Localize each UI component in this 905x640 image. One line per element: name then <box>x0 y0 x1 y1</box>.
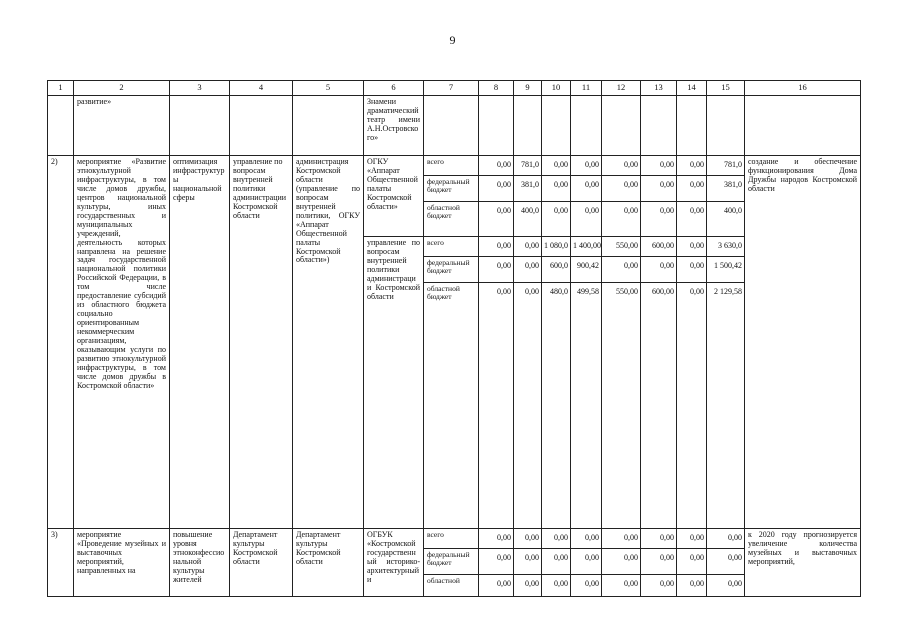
amount-cell: 0,00 <box>677 237 707 257</box>
amount-cell: 0,00 <box>479 283 514 529</box>
amount-cell: 0,00 <box>479 176 514 202</box>
funding-source: всего <box>424 156 479 176</box>
amount-cell: 3 630,0 <box>707 237 745 257</box>
amount-cell: 0,00 <box>677 156 707 176</box>
column-number-8: 8 <box>479 81 514 96</box>
amount-cell: 381,0 <box>514 176 542 202</box>
column-number-4: 4 <box>230 81 293 96</box>
amount-cell: 781,0 <box>514 156 542 176</box>
expected-result: к 2020 году прогнозируется увеличение количества музейных и выставочных мероприятий, <box>745 529 861 597</box>
column-number-15: 15 <box>707 81 745 96</box>
amount-cell: 1 080,0 <box>542 237 571 257</box>
amount-cell: 0,00 <box>602 549 641 575</box>
amount-cell: 0,00 <box>707 575 745 597</box>
cont-measure-cell: развитие» <box>74 96 170 156</box>
amount-cell: 0,00 <box>479 529 514 549</box>
amount-cell: 0,00 <box>479 549 514 575</box>
column-number-row <box>48 81 861 96</box>
amount-cell: 0,00 <box>514 283 542 529</box>
amount-cell: 0,00 <box>677 575 707 597</box>
amount-cell: 480,0 <box>542 283 571 529</box>
amount-cell: 0,00 <box>479 202 514 237</box>
measure-name: мероприятие «Проведение музейных и выставочных мероприятий, направленных на <box>74 529 170 597</box>
amount-cell: 0,00 <box>571 575 602 597</box>
amount-cell: 0,00 <box>707 549 745 575</box>
amount-cell: 0,00 <box>602 529 641 549</box>
measure-goal: оптимизация инфраструктуры национальной сферы <box>170 156 230 529</box>
measure-number: 2) <box>48 156 74 529</box>
budget-table <box>47 80 861 597</box>
cont-executor-cell: Знамени драматический театр имени А.Н.Островского» <box>364 96 424 156</box>
amount-cell: 0,00 <box>677 529 707 549</box>
funding-source: федеральный бюджет <box>424 549 479 575</box>
column-number-1: 1 <box>48 81 74 96</box>
amount-cell: 0,00 <box>677 202 707 237</box>
column-number-9: 9 <box>514 81 542 96</box>
amount-cell: 600,00 <box>641 283 677 529</box>
measure-participants: Департамент культуры Костромской области <box>293 529 364 597</box>
table-row <box>48 529 861 549</box>
column-number-6: 6 <box>364 81 424 96</box>
amount-cell: 0,00 <box>602 257 641 283</box>
amount-cell: 0,00 <box>514 237 542 257</box>
executor-cell: ОГКУ «Аппарат Общественной палаты Костромской области» <box>364 156 424 237</box>
table-row-continuation <box>48 96 861 156</box>
funding-source: федеральный бюджет <box>424 176 479 202</box>
amount-cell: 0,00 <box>641 549 677 575</box>
amount-cell: 381,0 <box>707 176 745 202</box>
funding-source: федеральный бюджет <box>424 257 479 283</box>
amount-cell: 0,00 <box>514 529 542 549</box>
amount-cell: 550,00 <box>602 283 641 529</box>
amount-cell: 0,00 <box>479 237 514 257</box>
funding-source: областной бюджет <box>424 283 479 529</box>
amount-cell: 0,00 <box>542 549 571 575</box>
amount-cell: 0,00 <box>542 176 571 202</box>
amount-cell: 0,00 <box>641 156 677 176</box>
amount-cell: 2 129,58 <box>707 283 745 529</box>
amount-cell: 900,42 <box>571 257 602 283</box>
column-number-12: 12 <box>602 81 641 96</box>
amount-cell: 0,00 <box>677 257 707 283</box>
amount-cell: 0,00 <box>641 529 677 549</box>
amount-cell: 781,0 <box>707 156 745 176</box>
funding-source: всего <box>424 529 479 549</box>
amount-cell: 0,00 <box>641 575 677 597</box>
amount-cell: 0,00 <box>602 575 641 597</box>
amount-cell: 0,00 <box>479 575 514 597</box>
executor-cell: управление по вопросам внутренней политики администрации Костромской области <box>364 237 424 529</box>
amount-cell: 0,00 <box>677 176 707 202</box>
amount-cell: 1 500,42 <box>707 257 745 283</box>
column-number-2: 2 <box>74 81 170 96</box>
amount-cell: 0,00 <box>677 283 707 529</box>
amount-cell: 0,00 <box>571 176 602 202</box>
amount-cell: 0,00 <box>514 575 542 597</box>
measure-goal: повышение уровня этноконфессиональной культуры жителей <box>170 529 230 597</box>
measure-responsible: управление по вопросам внутренней политики администрации Костромской области <box>230 156 293 529</box>
amount-cell: 0,00 <box>602 202 641 237</box>
amount-cell: 1 400,00 <box>571 237 602 257</box>
column-number-13: 13 <box>641 81 677 96</box>
amount-cell: 0,00 <box>677 549 707 575</box>
amount-cell: 0,00 <box>514 549 542 575</box>
expected-result: создание и обеспечение функционирования Дома Дружбы народов Костромской области <box>745 156 861 529</box>
amount-cell: 600,0 <box>542 257 571 283</box>
amount-cell: 0,00 <box>542 575 571 597</box>
funding-source: всего <box>424 237 479 257</box>
column-number-10: 10 <box>542 81 571 96</box>
amount-cell: 499,58 <box>571 283 602 529</box>
column-number-14: 14 <box>677 81 707 96</box>
column-number-16: 16 <box>745 81 861 96</box>
column-number-3: 3 <box>170 81 230 96</box>
measure-number: 3) <box>48 529 74 597</box>
funding-source: областной <box>424 575 479 597</box>
amount-cell: 400,0 <box>514 202 542 237</box>
amount-cell: 0,00 <box>641 202 677 237</box>
amount-cell: 0,00 <box>641 176 677 202</box>
amount-cell: 0,00 <box>571 549 602 575</box>
column-number-7: 7 <box>424 81 479 96</box>
amount-cell: 0,00 <box>542 156 571 176</box>
measure-participants: администрация Костромской области (управление по вопросам внутренней политики, ОГКУ «Аппарат Общественной палаты Костромской области») <box>293 156 364 529</box>
column-number-11: 11 <box>571 81 602 96</box>
amount-cell: 0,00 <box>542 529 571 549</box>
amount-cell: 0,00 <box>641 257 677 283</box>
measure-name: мероприятие «Развитие этнокультурной инфраструктуры, в том числе домов дружбы, центров национальной культуры, иных государственных и муниципальных учреждений, деятельность которых направлена на решение задач государственной национальной политики Российской Федерации, в том числе предоставление субсидий из областного бюджета социально ориентированным некоммерческим организациям, оказывающим услуги по развитию этнокультурной инфраструктуры, в том числе домов дружбы в Костромской области» <box>74 156 170 529</box>
amount-cell: 0,00 <box>602 156 641 176</box>
amount-cell: 600,00 <box>641 237 677 257</box>
amount-cell: 0,00 <box>479 156 514 176</box>
amount-cell: 0,00 <box>514 257 542 283</box>
table-row <box>48 156 861 176</box>
amount-cell: 0,00 <box>571 202 602 237</box>
amount-cell: 0,00 <box>542 202 571 237</box>
page-number: 9 <box>449 33 456 47</box>
amount-cell: 0,00 <box>571 529 602 549</box>
amount-cell: 400,0 <box>707 202 745 237</box>
amount-cell: 0,00 <box>479 257 514 283</box>
measure-responsible: Департамент культуры Костромской области <box>230 529 293 597</box>
executor-cell: ОГБУК «Костромской государственный историко-архитектурный и <box>364 529 424 597</box>
amount-cell: 0,00 <box>707 529 745 549</box>
column-number-5: 5 <box>293 81 364 96</box>
amount-cell: 0,00 <box>602 176 641 202</box>
amount-cell: 550,00 <box>602 237 641 257</box>
funding-source: областной бюджет <box>424 202 479 237</box>
amount-cell: 0,00 <box>571 156 602 176</box>
